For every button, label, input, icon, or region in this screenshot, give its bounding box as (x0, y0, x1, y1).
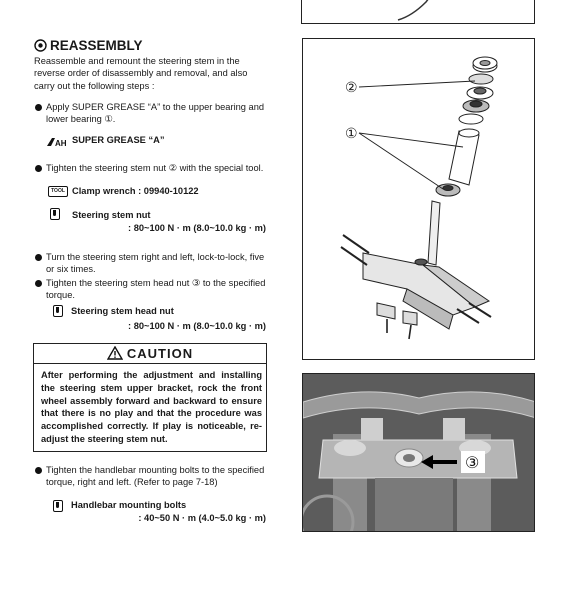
caution-box (33, 343, 267, 452)
torque-value-head-nut: : 80~100 N · m (8.0~10.0 kg · m) (128, 321, 266, 331)
grease-icon (46, 134, 68, 145)
section-title: REASSEMBLY (50, 38, 143, 53)
previous-figure-frame (301, 0, 535, 24)
callout-2: ② (345, 80, 358, 96)
step-tighten-handlebar-bolts: Tighten the handlebar mounting bolts to the specified torque, right and left. (Refer to page 7-18) (46, 465, 265, 488)
callout-1: ① (345, 126, 358, 142)
step-apply-grease: Apply SUPER GREASE “A” to the upper bearing and lower bearing ①. (46, 102, 265, 125)
previous-figure-line (302, 0, 536, 24)
step-tighten-head-nut: Tighten the steering stem head nut ③ to the specified torque. (46, 278, 266, 301)
torque-label-stem-nut: Steering stem nut (72, 210, 151, 220)
steering-stem-drawing (303, 39, 534, 359)
bullet (35, 165, 42, 172)
grease-label: SUPER GREASE “A” (72, 135, 165, 145)
bullet (35, 467, 42, 474)
target-icon (34, 39, 47, 52)
figure-steering-stem-exploded (302, 38, 535, 360)
step-turn-stem: Turn the steering stem right and left, lock-to-lock, five or six times. (46, 252, 265, 275)
tool-icon: TOOL (48, 186, 68, 197)
warning-triangle-icon (107, 346, 123, 360)
svg-text:AH: AH (55, 139, 67, 147)
bullet (35, 280, 42, 287)
bullet (35, 254, 42, 261)
caution-header (34, 344, 266, 364)
tool-label: Clamp wrench : 09940-10122 (72, 186, 199, 196)
callout-3: ③ (465, 453, 480, 472)
torque-value-stem-nut: : 80~100 N · m (8.0~10.0 kg · m) (128, 223, 266, 233)
section-intro: Reassemble and remount the steering stem in the reverse order of disassembly and removal, and also carry out the following steps : (34, 56, 248, 91)
torque-label-head-nut: Steering stem head nut (71, 306, 174, 316)
torque-wrench-icon (50, 208, 60, 220)
torque-label-handlebar-bolts: Handlebar mounting bolts (71, 500, 187, 510)
step-tighten-stem-nut: Tighten the steering stem nut ② with the special tool. (46, 163, 264, 173)
caution-text: After performing the adjustment and installing the steering stem upper bracket, rock the front wheel assembly forward and backward to ensure that there is no play and that the procedure was accomplished correctly. If play is noticeable, re-adjust the steering stem nut. (41, 370, 262, 444)
figure-steering-head-photo (302, 373, 535, 532)
torque-wrench-icon (53, 500, 63, 512)
torque-wrench-icon (53, 305, 63, 317)
steering-head-photo-drawing (303, 374, 535, 532)
caution-title: CAUTION (126, 346, 194, 361)
torque-value-handlebar-bolts: : 40~50 N · m (4.0~5.0 kg · m) (138, 513, 266, 523)
bullet (35, 104, 42, 111)
